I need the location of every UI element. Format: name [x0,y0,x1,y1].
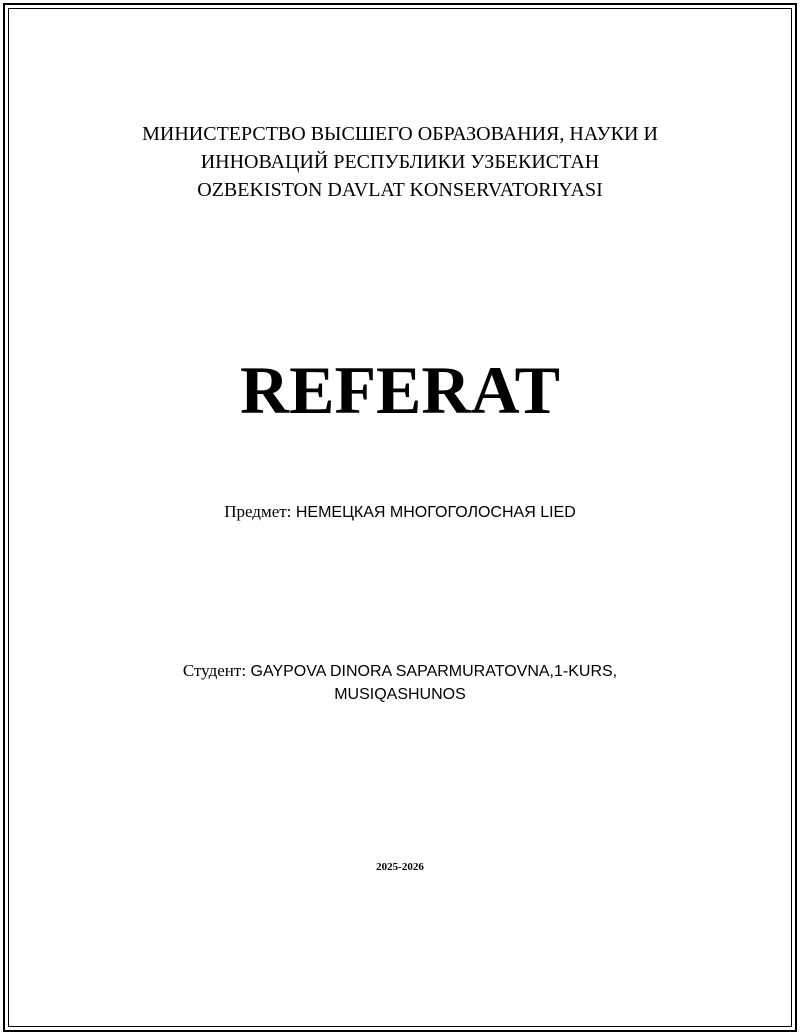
document-title: REFERAT [240,352,560,428]
subject-value: НЕМЕЦКАЯ МНОГОГОЛОСНАЯ LIED [295,504,576,521]
subject-label: Предмет: [224,502,292,521]
academic-year: 2025-2026 [376,861,424,873]
ministry-line-2: ИННОВАЦИЙ РЕСПУБЛИКИ УЗБЕКИСТАН [200,151,600,173]
student-line [0,659,800,684]
ministry-line-1: МИНИСТЕРСТВО ВЫСШЕГО ОБРАЗОВАНИЯ, НАУКИ И [142,123,658,145]
student-label: Студент: [182,661,247,680]
subject-line [0,500,800,525]
student-faculty: MUSIQASHUNOS [334,686,466,703]
student-value: GAYPOVA DINORA SAPARMURATOVNA,1-KURS, [250,663,618,680]
institution-name: OZBEKISTON DAVLAT KONSERVATORIYASI [197,179,603,201]
